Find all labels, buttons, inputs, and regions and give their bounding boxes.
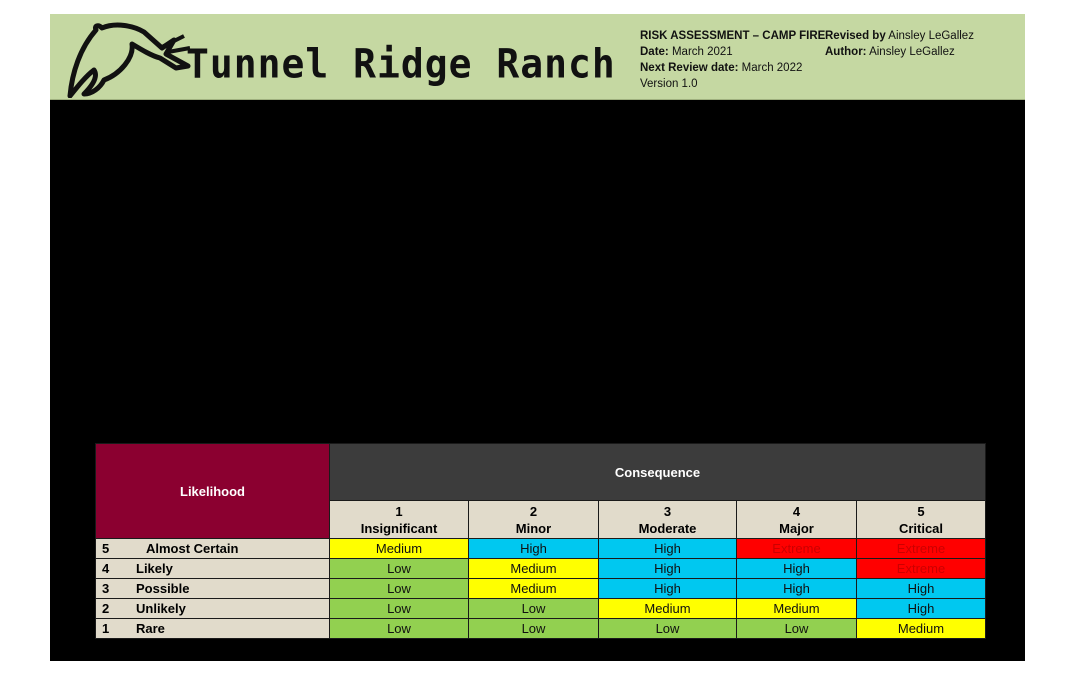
likelihood-number: 3	[102, 581, 110, 596]
next-review-label: Next Review date:	[640, 62, 739, 74]
likelihood-row-label	[96, 559, 330, 579]
risk-cell: Low	[737, 619, 857, 639]
likelihood-label: Rare	[136, 621, 165, 636]
risk-cell: High	[737, 559, 857, 579]
consequence-label: Moderate	[638, 520, 697, 536]
matrix-row	[96, 539, 986, 559]
consequence-number: 2	[529, 503, 538, 519]
risk-cell: High	[737, 579, 857, 599]
date-value: March 2021	[671, 46, 733, 58]
likelihood-label: Almost Certain	[146, 541, 239, 556]
likelihood-number: 1	[102, 621, 110, 636]
consequence-column-header	[469, 501, 599, 539]
consequence-label: Minor	[515, 520, 552, 536]
matrix-row	[96, 559, 986, 579]
risk-cell: Medium	[737, 599, 857, 619]
consequence-column-header	[599, 501, 737, 539]
risk-cell: Medium	[330, 539, 469, 559]
consequence-number: 3	[663, 503, 672, 519]
risk-cell: Medium	[469, 579, 599, 599]
risk-cell: High	[599, 579, 737, 599]
date-label: Date:	[640, 46, 669, 58]
revised-label: Revised by	[825, 30, 886, 42]
risk-cell: Extreme	[737, 539, 857, 559]
risk-cell: Extreme	[857, 559, 986, 579]
risk-cell: Low	[330, 579, 469, 599]
risk-cell: Low	[330, 619, 469, 639]
matrix-row	[96, 619, 986, 639]
matrix-row	[96, 579, 986, 599]
author-label: Author:	[825, 46, 867, 58]
risk-cell: High	[599, 539, 737, 559]
author-meta	[825, 28, 974, 60]
consequence-number: 5	[917, 503, 925, 519]
consequence-header: Consequence	[330, 444, 986, 501]
author-value: Ainsley LeGallez	[869, 46, 955, 58]
risk-cell: Extreme	[857, 539, 986, 559]
risk-cell: Medium	[599, 599, 737, 619]
risk-matrix	[95, 443, 986, 639]
revised-value: Ainsley LeGallez	[888, 30, 974, 42]
horse-head-logo	[64, 18, 194, 98]
consequence-label: Major	[779, 520, 814, 536]
consequence-column-header	[737, 501, 857, 539]
risk-cell: Medium	[857, 619, 986, 639]
consequence-column-header	[330, 501, 469, 539]
risk-cell: Low	[599, 619, 737, 639]
likelihood-label: Unlikely	[136, 601, 186, 616]
risk-cell: Low	[330, 559, 469, 579]
risk-cell: Medium	[469, 559, 599, 579]
likelihood-number: 5	[102, 541, 110, 556]
risk-cell: High	[469, 539, 599, 559]
consequence-label: Insignificant	[360, 520, 438, 536]
matrix-row	[96, 599, 986, 619]
likelihood-row-label	[96, 599, 330, 619]
doc-title: RISK ASSESSMENT – CAMP FIRE	[640, 30, 826, 42]
likelihood-header: Likelihood	[96, 444, 330, 539]
assessment-meta	[640, 28, 825, 92]
likelihood-row-label	[96, 579, 330, 599]
likelihood-label: Likely	[136, 561, 173, 576]
risk-cell: Low	[330, 599, 469, 619]
likelihood-row-label	[96, 539, 330, 559]
risk-cell: High	[599, 559, 737, 579]
consequence-column-header	[857, 501, 986, 539]
risk-cell: Low	[469, 599, 599, 619]
likelihood-label: Possible	[136, 581, 190, 596]
consequence-number: 1	[395, 503, 403, 519]
likelihood-row-label	[96, 619, 330, 639]
next-review-value: March 2022	[741, 62, 803, 74]
document-header	[50, 14, 1025, 100]
risk-cell: High	[857, 579, 986, 599]
risk-cell: Low	[469, 619, 599, 639]
likelihood-number: 2	[102, 601, 110, 616]
likelihood-number: 4	[102, 561, 110, 576]
document-page	[50, 14, 1025, 661]
risk-cell: High	[857, 599, 986, 619]
version: Version 1.0	[640, 78, 698, 90]
consequence-label: Critical	[898, 520, 944, 536]
consequence-number: 4	[792, 503, 801, 519]
brand-name: Tunnel Ridge Ranch	[186, 40, 616, 88]
